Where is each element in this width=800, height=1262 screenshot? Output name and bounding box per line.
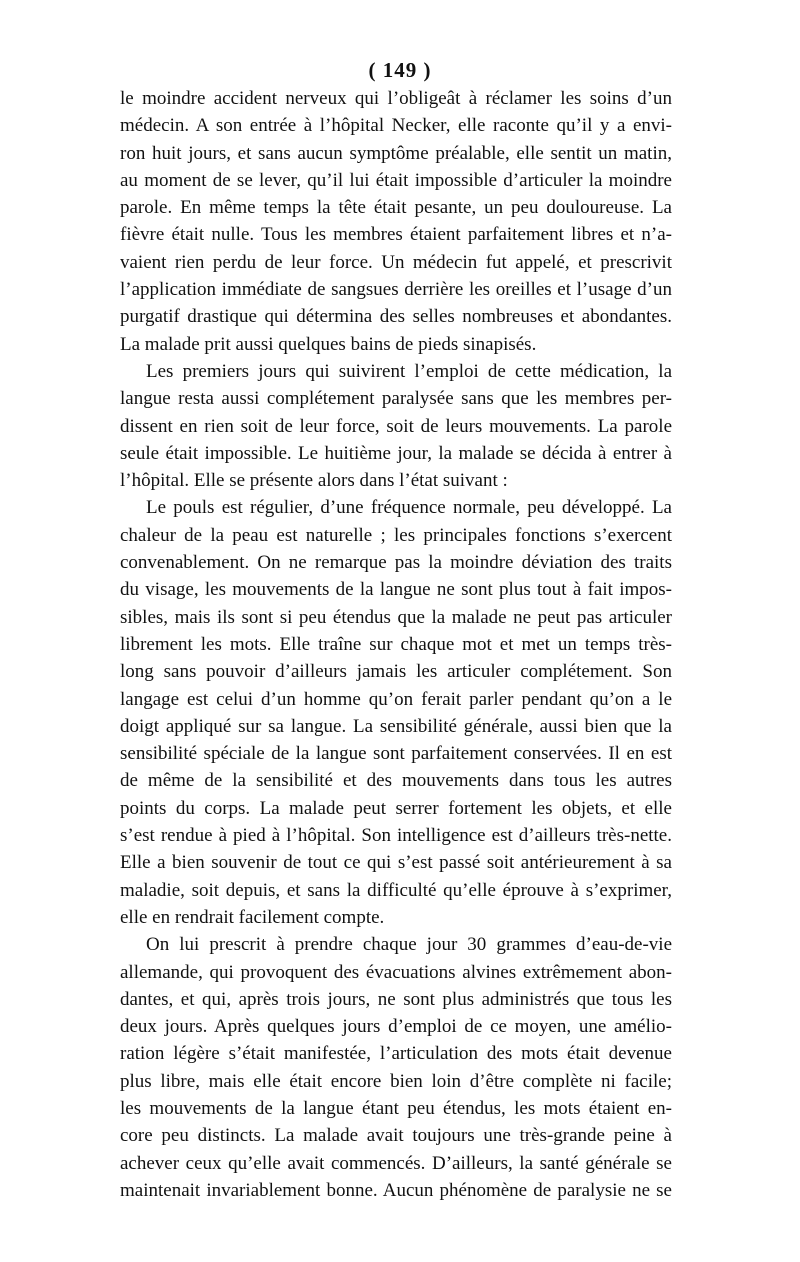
text-line: Le pouls est régulier, d’une fréquence normale, peu développé. La bbox=[146, 497, 672, 519]
text-line: achever ceux qu’elle avait commencés. D’ailleurs, la santé générale se bbox=[120, 1152, 672, 1174]
text-line: langage est celui d’un homme qu’on ferait parler pendant qu’on a le bbox=[120, 688, 672, 710]
text-line: convenablement. On ne remarque pas la moindre déviation des traits bbox=[120, 552, 672, 574]
text-line: deux jours. Après quelques jours d’emploi de ce moyen, une amélio- bbox=[120, 1016, 672, 1038]
text-line: long sans pouvoir d’ailleurs jamais les articuler complétement. Son bbox=[120, 661, 672, 683]
text-line: maintenait invariablement bonne. Aucun phénomène de paralysie ne se bbox=[120, 1179, 672, 1201]
text-line: On lui prescrit à prendre chaque jour 30 grammes d’eau-de-vie bbox=[146, 934, 672, 956]
text-line: l’application immédiate de sangsues derrière les oreilles et l’usage d’un bbox=[120, 279, 672, 301]
text-line: dissent en rien soit de leur force, soit de leurs mouvements. La parole bbox=[120, 415, 672, 437]
text-line: doigt appliqué sur sa langue. La sensibilité générale, aussi bien que la bbox=[120, 715, 672, 737]
text-line: fièvre était nulle. Tous les membres étaient parfaitement libres et n’a- bbox=[120, 224, 672, 246]
text-line: le moindre accident nerveux qui l’obligeât à réclamer les soins d’un bbox=[120, 88, 672, 109]
text-line: parole. En même temps la tête était pesante, un peu douloureuse. La bbox=[120, 197, 672, 219]
text-line: librement les mots. Elle traîne sur chaque mot et met un temps très- bbox=[120, 633, 672, 655]
text-line: au moment de se lever, qu’il lui était impossible d’articuler la moindre bbox=[120, 169, 672, 191]
body-text bbox=[120, 85, 672, 1204]
text-line: Elle a bien souvenir de tout ce qui s’est passé soit antérieurement à sa bbox=[120, 852, 672, 874]
text-line: l’hôpital. Elle se présente alors dans l’état suivant : bbox=[120, 470, 508, 492]
text-line: sensibilité spéciale de la langue sont parfaitement conservées. Il en est bbox=[120, 743, 672, 765]
text-line: sibles, mais ils sont si peu étendus que la malade ne peut pas articuler bbox=[120, 606, 672, 628]
text-line: les mouvements de la langue étant peu étendus, les mots étaient en- bbox=[120, 1097, 672, 1119]
text-line: vaient rien perdu de leur force. Un médecin fut appelé, et prescrivit bbox=[120, 251, 672, 273]
text-line: langue resta aussi complétement paralysée sans que les membres per- bbox=[120, 388, 672, 410]
text-line: plus libre, mais elle était encore bien loin d’être complète ni facile; bbox=[120, 1070, 672, 1092]
text-line: dantes, et qui, après trois jours, ne sont plus administrés que tous les bbox=[120, 988, 672, 1010]
text-line: points du corps. La malade peut serrer fortement les objets, et elle bbox=[120, 797, 672, 819]
text-line: ration légère s’était manifestée, l’articulation des mots était devenue bbox=[120, 1043, 672, 1065]
text-line: La malade prit aussi quelques bains de pieds sinapisés. bbox=[120, 333, 537, 355]
text-line: du visage, les mouvements de la langue ne sont plus tout à fait impos- bbox=[120, 579, 672, 601]
text-line: elle en rendrait facilement compte. bbox=[120, 906, 385, 928]
page-number: ( 149 ) bbox=[368, 58, 432, 82]
text-line: maladie, soit depuis, et sans la difficulté qu’elle éprouve à s’exprimer, bbox=[120, 879, 672, 901]
text-line: allemande, qui provoquent des évacuations alvines extrêmement abon- bbox=[120, 961, 672, 983]
text-line: core peu distincts. La malade avait toujours une très-grande peine à bbox=[120, 1125, 672, 1147]
text-line: médecin. A son entrée à l’hôpital Necker, elle raconte qu’il y a envi- bbox=[120, 115, 672, 137]
text-line: purgatif drastique qui détermina des selles nombreuses et abondantes. bbox=[120, 306, 672, 328]
text-line: de même de la sensibilité et des mouvements dans tous les autres bbox=[120, 770, 672, 792]
text-line: Les premiers jours qui suivirent l’emploi de cette médication, la bbox=[146, 360, 672, 382]
text-line: seule était impossible. Le huitième jour, la malade se décida à entrer à bbox=[120, 442, 672, 464]
text-line: chaleur de la peau est naturelle ; les principales fonctions s’exercent bbox=[120, 524, 672, 546]
text-line: ron huit jours, et sans aucun symptôme préalable, elle sentit un matin, bbox=[120, 142, 672, 164]
text-line: s’est rendue à pied à l’hôpital. Son intelligence est d’ailleurs très-nette. bbox=[120, 825, 672, 847]
